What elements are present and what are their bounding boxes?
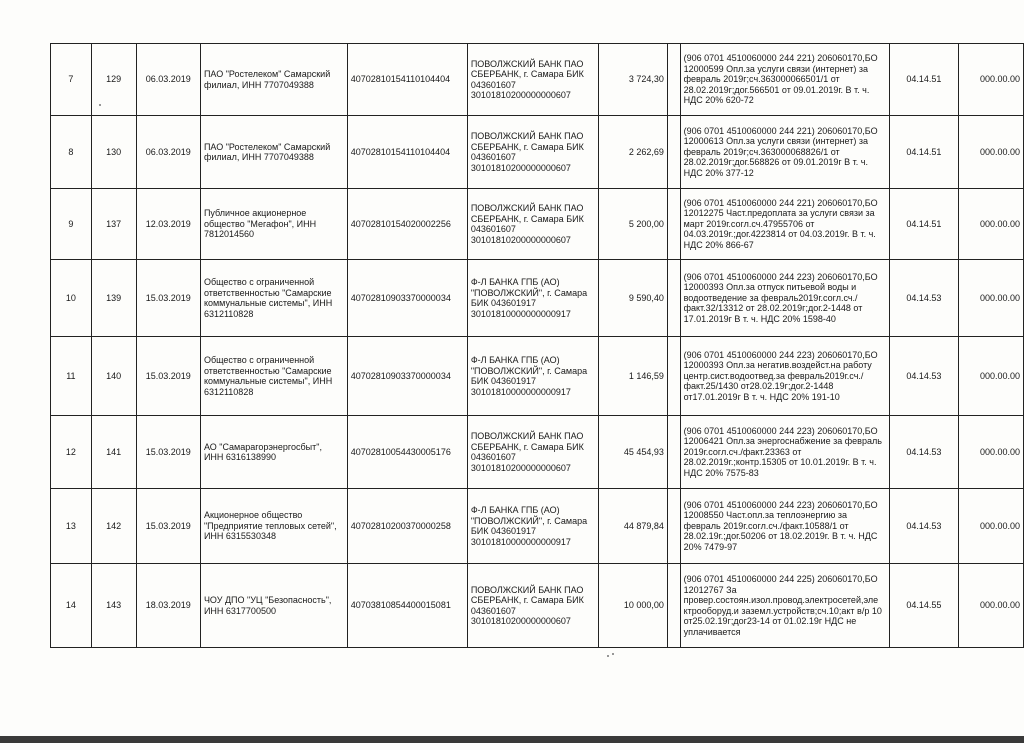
recipient-account: 40703810854400015081	[347, 564, 467, 648]
code-total: 000.00.00	[958, 337, 1023, 416]
recipient-account: 40702810903370000034	[347, 260, 467, 337]
payment-purpose: (906 0701 4510060000 244 223) 206060170,БО 12000393 Опл.за отпуск питьевой воды и водоотведение за февраль2019г.согл.сч./факт.32/13312 от 28.02.2019г;дог.2-1448 от 17.01.2019г В т. ч. НДС 20% 1598-40	[680, 260, 889, 337]
recipient-account: 40702810054430005176	[347, 416, 467, 489]
recipient-bank: ПОВОЛЖСКИЙ БАНК ПАО СБЕРБАНК, г. Самара БИК 043601607 30101810200000000607	[467, 416, 598, 489]
row-index: 10	[51, 260, 92, 337]
recipient-org: Акционерное общество "Предприятие тепловых сетей", ИНН 6315530348	[200, 489, 347, 564]
recipient-org: Публичное акционерное общество "Мегафон", ИНН 7812014560	[200, 189, 347, 260]
table-row	[51, 416, 1024, 489]
budget-code: 04.14.53	[889, 489, 958, 564]
column-gap	[667, 44, 680, 116]
recipient-bank: ПОВОЛЖСКИЙ БАНК ПАО СБЕРБАНК, г. Самара БИК 043601607 30101810200000000607	[467, 189, 598, 260]
scan-speck	[99, 104, 101, 106]
payment-date: 15.03.2019	[136, 416, 200, 489]
payment-purpose: (906 0701 4510060000 244 221) 206060170,БО 12012275 Част.предоплата за услуги связи за март 2019г.согл.сч.47955706 от 04.03.2019г.;дог.4223814 от 04.03.2019г. В т. ч. НДС 20% 866-67	[680, 189, 889, 260]
payment-purpose: (906 0701 4510060000 244 221) 206060170,БО 12000599 Опл.за услуги связи (интернет) за февраль 2019г;сч.363000066501/1 от 28.02.2019г;дог.566501 от 09.01.2019г. В т. ч. НДС 20% 620-72	[680, 44, 889, 116]
recipient-bank: ПОВОЛЖСКИЙ БАНК ПАО СБЕРБАНК, г. Самара БИК 043601607 30101810200000000607	[467, 44, 598, 116]
recipient-bank: ПОВОЛЖСКИЙ БАНК ПАО СБЕРБАНК, г. Самара БИК 043601607 30101810200000000607	[467, 564, 598, 648]
scan-edge	[0, 736, 1024, 743]
column-gap	[667, 337, 680, 416]
recipient-org: ПАО "Ростелеком" Самарский филиал, ИНН 7707049388	[200, 44, 347, 116]
payment-amount: 5 200,00	[598, 189, 667, 260]
code-total: 000.00.00	[958, 44, 1023, 116]
table-row	[51, 337, 1024, 416]
payment-date: 15.03.2019	[136, 337, 200, 416]
code-total: 000.00.00	[958, 489, 1023, 564]
row-index: 12	[51, 416, 92, 489]
payment-date: 06.03.2019	[136, 116, 200, 189]
recipient-account: 40702810154110104404	[347, 116, 467, 189]
code-total: 000.00.00	[958, 416, 1023, 489]
recipient-org: ПАО "Ростелеком" Самарский филиал, ИНН 7707049388	[200, 116, 347, 189]
budget-code: 04.14.51	[889, 189, 958, 260]
payment-purpose: (906 0701 4510060000 244 223) 206060170,БО 12006421 Опл.за энергоснабжение за февраль 2019г.согл.сч./факт.23363 от 28.02.2019г.;контр.15305 от 10.01.2019г. В т. ч. НДС 20% 7575-83	[680, 416, 889, 489]
code-total: 000.00.00	[958, 260, 1023, 337]
recipient-org: Общество с ограниченной ответственностью "Самарские коммунальные системы", ИНН 6312110828	[200, 260, 347, 337]
code-total: 000.00.00	[958, 189, 1023, 260]
document-number: 141	[91, 416, 136, 489]
payments-table	[50, 43, 1024, 648]
table-row	[51, 564, 1024, 648]
recipient-account: 40702810154110104404	[347, 44, 467, 116]
payment-purpose: (906 0701 4510060000 244 225) 206060170,БО 12012767 За провер.состоян.изол.провод.электросетей,эле ктрооборуд.и заземл.устройств;сч.10;акт в/р 10 от25.02.19г;дог23-14 от 01.02.19г НДС не уплачивается	[680, 564, 889, 648]
row-index: 7	[51, 44, 92, 116]
table-row	[51, 489, 1024, 564]
recipient-account: 40702810903370000034	[347, 337, 467, 416]
recipient-bank: ПОВОЛЖСКИЙ БАНК ПАО СБЕРБАНК, г. Самара БИК 043601607 30101810200000000607	[467, 116, 598, 189]
document-number: 140	[91, 337, 136, 416]
row-index: 13	[51, 489, 92, 564]
column-gap	[667, 260, 680, 337]
column-gap	[667, 189, 680, 260]
payment-date: 18.03.2019	[136, 564, 200, 648]
recipient-org: Общество с ограниченной ответственностью "Самарские коммунальные системы", ИНН 6312110828	[200, 337, 347, 416]
table-row	[51, 189, 1024, 260]
payment-amount: 3 724,30	[598, 44, 667, 116]
table-row	[51, 116, 1024, 189]
scan-speck	[612, 653, 614, 655]
scan-speck	[607, 655, 609, 657]
row-index: 11	[51, 337, 92, 416]
document-number: 137	[91, 189, 136, 260]
payment-purpose: (906 0701 4510060000 244 223) 206060170,БО 12000393 Опл.за негатив.воздейст.на работу центр.сист.водоотвед.за февраль2019г.сч./факт.25/1430 от28.02.19г;дог.2-1448 от17.01.2019г В т. ч. НДС 20% 191-10	[680, 337, 889, 416]
recipient-org: АО "Самарагорэнергосбыт", ИНН 6316138990	[200, 416, 347, 489]
code-total: 000.00.00	[958, 564, 1023, 648]
recipient-account: 40702810154020002256	[347, 189, 467, 260]
column-gap	[667, 116, 680, 189]
document-number: 142	[91, 489, 136, 564]
document-number: 139	[91, 260, 136, 337]
recipient-org: ЧОУ ДПО "УЦ "Безопасность", ИНН 6317700500	[200, 564, 347, 648]
budget-code: 04.14.51	[889, 116, 958, 189]
column-gap	[667, 489, 680, 564]
budget-code: 04.14.53	[889, 337, 958, 416]
payment-amount: 45 454,93	[598, 416, 667, 489]
budget-code: 04.14.55	[889, 564, 958, 648]
document-number: 143	[91, 564, 136, 648]
row-index: 14	[51, 564, 92, 648]
recipient-account: 40702810200370000258	[347, 489, 467, 564]
column-gap	[667, 564, 680, 648]
code-total: 000.00.00	[958, 116, 1023, 189]
recipient-bank: Ф-Л БАНКА ГПБ (АО) "ПОВОЛЖСКИЙ", г. Самара БИК 043601917 30101810000000000917	[467, 337, 598, 416]
budget-code: 04.14.53	[889, 260, 958, 337]
document-number: 130	[91, 116, 136, 189]
payment-amount: 1 146,59	[598, 337, 667, 416]
table-row	[51, 44, 1024, 116]
recipient-bank: Ф-Л БАНКА ГПБ (АО) "ПОВОЛЖСКИЙ", г. Самара БИК 043601917 30101810000000000917	[467, 489, 598, 564]
payment-date: 06.03.2019	[136, 44, 200, 116]
budget-code: 04.14.51	[889, 44, 958, 116]
payment-amount: 10 000,00	[598, 564, 667, 648]
column-gap	[667, 416, 680, 489]
row-index: 8	[51, 116, 92, 189]
payment-purpose: (906 0701 4510060000 244 223) 206060170,БО 12008550 Част.опл.за теплоэнергию за февраль 2019г.согл.сч./факт.10588/1 от 28.02.19г.;дог.50206 от 18.02.2019г. В т. ч. НДС 20% 7479-97	[680, 489, 889, 564]
payment-date: 15.03.2019	[136, 260, 200, 337]
payment-date: 12.03.2019	[136, 189, 200, 260]
payment-purpose: (906 0701 4510060000 244 221) 206060170,БО 12000613 Опл.за услуги связи (интернет) за февраль 2019г;сч.363000068826/1 от 28.02.2019г;дог.568826 от 09.01.2019г В т. ч. НДС 20% 377-12	[680, 116, 889, 189]
table-row	[51, 260, 1024, 337]
payment-amount: 2 262,69	[598, 116, 667, 189]
document-number: 129	[91, 44, 136, 116]
payment-date: 15.03.2019	[136, 489, 200, 564]
budget-code: 04.14.53	[889, 416, 958, 489]
payment-amount: 9 590,40	[598, 260, 667, 337]
payment-amount: 44 879,84	[598, 489, 667, 564]
recipient-bank: Ф-Л БАНКА ГПБ (АО) "ПОВОЛЖСКИЙ", г. Самара БИК 043601917 30101810000000000917	[467, 260, 598, 337]
row-index: 9	[51, 189, 92, 260]
